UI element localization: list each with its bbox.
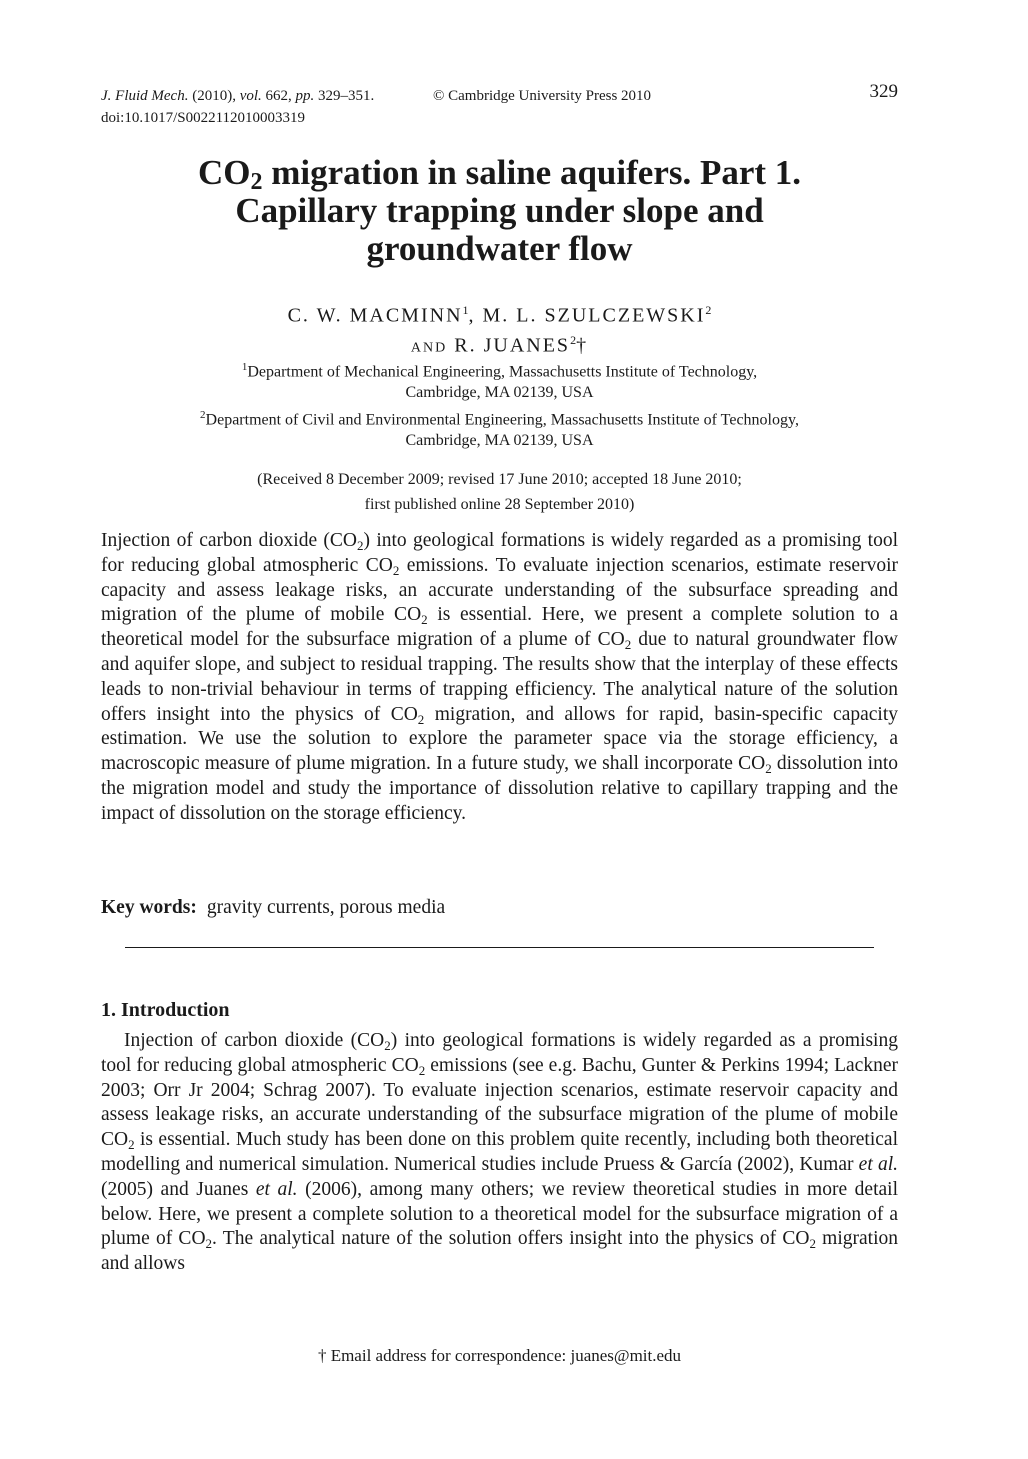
received-dates: (Received 8 December 2009; revised 17 June 2010; accepted 18 June 2010; first published online 28 September 2010)	[257, 471, 742, 513]
affiliation: $^2$Department of Civil and Environmental Engineering, Massachusetts Institute of Technology, Cambridge, MA 02139, USA	[200, 409, 799, 450]
author-list: C. W. MACMINN$^1$, M. L. SZULCZEWSKI$^2$ AND R. JUANES$^2$†	[287, 303, 712, 357]
copyright-notice: © Cambridge University Press 2010	[433, 88, 652, 104]
title-line-1: $CO_2$ migration in saline aquifers. Part 1.	[197, 153, 802, 195]
correspondence-footnote: † Email address for correspondence: juanes@mit.edu	[317, 1346, 682, 1365]
title-line-2: Capillary trapping under slope and	[235, 191, 764, 230]
and-word: AND	[410, 340, 448, 356]
abstract: Injection of carbon dioxide $(CO_2)$ into geological formations is widely regarded as a promising tool for reducing global atmospheric $CO_2$ emissions. To evaluate injection scenarios, estimate reservoir capacity and assess leakage risks, an accurate understanding of the subsurface spreading and migration of the plume of mobile $CO_2$ is essential. Here, we present a complete solution to a theoretical model for the subsurface migration of a plume of $CO_2$ due to natural groundwater flow and aquifer slope, and subject to residual trapping. The results show that the interplay of these effects leads to non-trivial behaviour in terms of trapping efficiency. The analytical nature of the solution offers insight into the physics of $CO_2$ migration, and allows for rapid, basin-specific capacity estimation. We use the solution to explore the parameter space via the storage efficiency, a macroscopic measure of plume migration. In a future study, we shall incorporate $CO_2$ dissolution into the migration model and study the importance of dissolution relative to capillary trapping and the impact of dissolution on the storage efficiency.	[101, 530, 898, 824]
author-name: R. JUANES	[454, 334, 571, 357]
page-number: 329	[869, 81, 898, 102]
affiliation: $^1$Department of Mechanical Engineering, Massachusetts Institute of Technology, Cambridge, MA 02139, USA	[241, 361, 758, 402]
keywords-label: Key words:	[101, 897, 197, 918]
intro-paragraph: Injection of carbon dioxide $(CO_2)$ into geological formations is widely regarded as a promising tool for reducing global atmospheric $CO_2$ emissions (see e.g. Bachu, Gunter & Perkins 1994; Lackner 2003; Orr Jr 2004; Schrag 2007). To evaluate injection scenarios, estimate reservoir capacity and assess leakage risks, an accurate understanding of the subsurface migration of the plume of mobile $CO_2$ is essential. Much study has been done on this problem quite recently, including both theoretical modelling and numerical simulation. Numerical studies include Pruess & García (2002), Kumar et al. (2005) and Juanes et al. (2006), among many others; we review theoretical studies in more detail below. Here, we present a complete solution to a theoretical model for the subsurface migration of a plume of $CO_2$. The analytical nature of the solution offers insight into the physics of $CO_2$ migration and allows	[101, 1030, 898, 1275]
doi: doi:10.1017/S0022112010003319	[101, 110, 306, 126]
divider-rule	[125, 947, 874, 948]
author-name: C. W. MACMINN	[287, 304, 463, 327]
title-line-3: groundwater flow	[366, 229, 633, 268]
author-name: M. L. SZULCZEWSKI	[482, 304, 706, 327]
journal-citation: J. Fluid Mech. (2010), vol. 662, pp. 329–351.	[101, 88, 375, 104]
keywords	[101, 896, 898, 920]
paper-title	[101, 154, 898, 268]
keywords-value: gravity currents, porous media	[206, 897, 446, 918]
running-header	[101, 81, 898, 129]
paper-page	[101, 0, 898, 1459]
section-heading: 1. Introduction	[101, 999, 230, 1021]
